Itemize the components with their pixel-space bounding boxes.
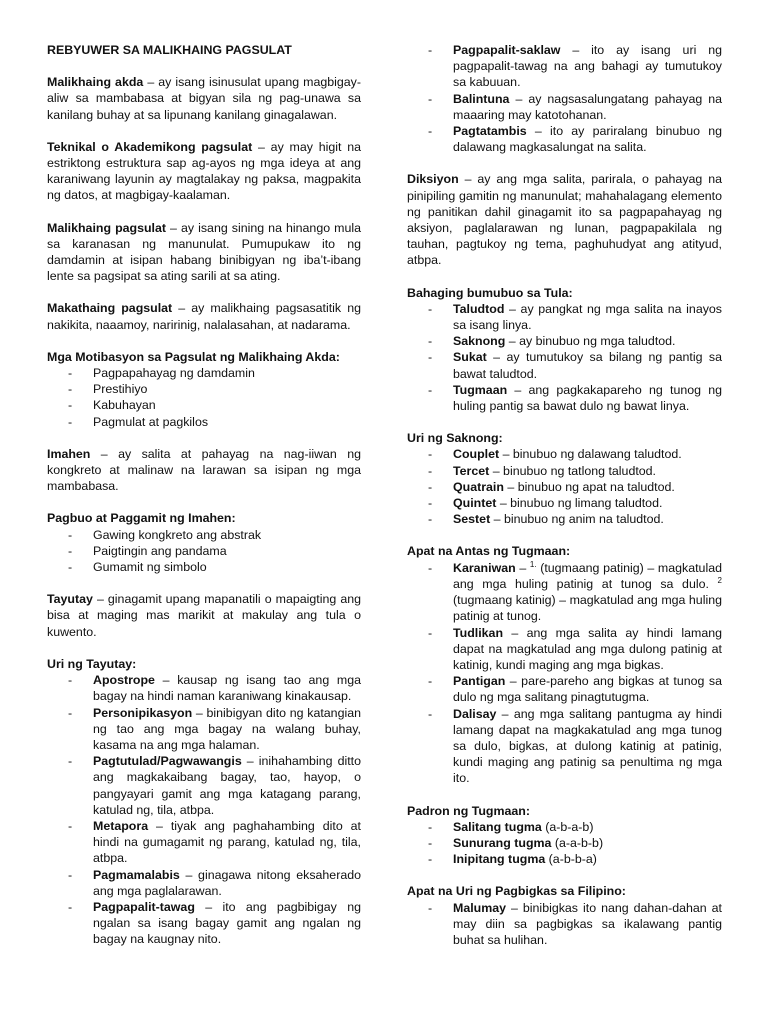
definition: – ang mga salitang pantugma ay hindi lamang dapat na magkakatulad ang mga tunog sa dulo, bigkas, at dulong katinig at patinig, kundi maging ang patinig sa penultima ng mga ito. <box>453 706 722 786</box>
list-item <box>47 705 361 754</box>
list-item <box>47 899 361 948</box>
section-heading-tula: Bahaging bumubuo sa Tula: <box>407 285 573 300</box>
term: Salitang tugma <box>453 819 542 834</box>
term: Tayutay <box>47 592 93 607</box>
list-item <box>407 349 722 381</box>
term: Dalisay <box>453 706 497 721</box>
list-item: - Gumamit ng simbolo <box>47 559 361 575</box>
list-motibasyon <box>47 365 361 430</box>
term: Imahen <box>47 446 91 461</box>
term: Metapora <box>93 818 149 833</box>
term: Malikhaing akda <box>47 75 144 90</box>
list-item <box>407 835 722 851</box>
definition: – ay pangkat ng mga salita na inayos sa isang linya. <box>453 301 722 333</box>
definition: – ay ang mga salita, parirala, o pahayag na pinipiling gamitin ng manunulat; mahahalagang elemento ng panitikan dahil ginagamit ito sa pagpapahayag ng aksiyon, paglalarawan ng lunan, pagpapakilala ng tauhan, pagtukoy ng tema, paghuhudyat ang atityud, atbpa. <box>407 172 722 268</box>
term: Personipikasyon <box>93 705 193 720</box>
term: Sestet <box>453 512 491 527</box>
list-item: - Pagmulat at pagkilos <box>47 414 361 430</box>
list-item <box>47 672 361 704</box>
definition: – binubuo ng limang taludtod. <box>496 496 663 511</box>
term: Quintet <box>453 496 497 511</box>
term: Balintuna <box>453 91 510 106</box>
right-column <box>407 42 722 948</box>
footnote-marker: 1. <box>529 559 537 569</box>
term: Karaniwan <box>453 560 516 575</box>
paragraph-malikhaing-pagsulat <box>47 220 361 285</box>
paragraph-malikhaing-akda <box>47 74 361 123</box>
definition: – ay salita at pahayag na nag-iiwan ng kongkreto at malinaw na larawan sa isipan ng mga mambabasa. <box>47 446 361 494</box>
list-item: - Gawing kongkreto ang abstrak <box>47 527 361 543</box>
definition: – tiyak ang paghahambing dito at hindi na gumagamit ng parang, katulad ng, tila, atbpa. <box>93 818 361 866</box>
list-pagbigkas <box>407 900 722 949</box>
term: Diksiyon <box>407 172 459 187</box>
definition: – ay isang isinusulat upang magbigay-aliw sa mambabasa at bigyan sila ng pag-unawa sa kanilang buhay at sa lipunang kanilang ginagalawan. <box>47 75 361 122</box>
term: Pagtatambis <box>453 124 527 139</box>
definition: – binubuo ng anim na taludtod. <box>490 512 664 527</box>
term: Taludtod <box>453 301 505 316</box>
term: Malikhaing pagsulat <box>47 220 167 235</box>
list-padron <box>407 819 722 868</box>
definition: – binubuo ng tatlong taludtod. <box>489 463 657 478</box>
list-item <box>407 900 722 949</box>
term: Saknong <box>453 334 506 349</box>
term: Tugmaan <box>453 382 508 397</box>
section-heading-motibasyon: Mga Motibasyon sa Pagsulat ng Malikhaing Akda: <box>47 349 340 364</box>
definition: – ito ang pagbibigay ng ngalan sa isang bagay gamit ang ngalan ng bagay na kaugnay nito. <box>93 899 361 947</box>
definition: – ito ay pariralang binubuo ng dalawang magkasalungat na salita. <box>453 124 722 155</box>
list-antas <box>407 560 722 787</box>
list-item <box>407 495 722 511</box>
list-item <box>407 479 722 495</box>
definition: (tugmaang katinig) – magkatulad ang mga huling patinig at tunog. <box>453 593 722 624</box>
paragraph-makathaing-pagsulat <box>47 300 361 332</box>
term: Couplet <box>453 447 500 462</box>
definition: – ginagamit upang mapanatili o mapaigting ang bisa at maging mas marikit at makulay ang tula o kuwento. <box>47 592 361 639</box>
term: Tudlikan <box>453 625 504 640</box>
section-heading-saknong: Uri ng Saknong: <box>407 431 503 446</box>
list-item <box>47 867 361 899</box>
footnote-marker: 2 <box>717 575 722 585</box>
term: Makathaing pagsulat <box>47 301 173 316</box>
list-item <box>407 851 722 867</box>
term: Teknikal o Akademikong pagsulat <box>47 139 253 154</box>
definition: – ay binubuo ng mga taludtod. <box>505 334 676 349</box>
list-item <box>407 382 722 414</box>
list-item <box>407 463 722 479</box>
definition: – ay tumutukoy sa bilang ng pantig sa bawat taludtod. <box>453 350 722 381</box>
definition: – <box>515 560 530 575</box>
list-item: - Paigtingin ang pandama <box>47 543 361 559</box>
definition: – ay isang sining na hinango mula sa karanasan ng manunulat. Pumupukaw ito ng damdamin at isipan habang binibigyan ng iba’t-ibang lente sa pagsipat sa ating sarili at sa ating. <box>47 220 361 284</box>
term: Pagpapalit-tawag <box>93 899 195 914</box>
list-item <box>407 560 722 625</box>
term: Inipitang tugma <box>453 852 546 867</box>
definition: – ginagawa nitong eksaherado ang mga paglalarawan. <box>93 867 361 898</box>
definition: (tugmaang patinig) – magkatulad ang mga huling patinig at tunog sa dulo. <box>453 560 722 591</box>
list-item <box>407 42 722 91</box>
term: Apostrope <box>93 673 155 688</box>
list-item <box>407 123 722 155</box>
list-tayutay-continued <box>407 42 722 155</box>
definition: – binubuo ng apat na taludtod. <box>503 479 675 494</box>
left-column <box>47 42 361 948</box>
definition: – ang mga salita ay hindi lamang dapat na magkatulad ang mga dulong patinig at katinig, kundi maging ang mga bigkas. <box>453 625 722 672</box>
paragraph-teknikal <box>47 139 361 204</box>
list-item <box>47 818 361 867</box>
term: Quatrain <box>453 479 504 494</box>
section-heading-pagbigkas: Apat na Uri ng Pagbigkas sa Filipino: <box>407 884 626 899</box>
list-tula <box>407 301 722 414</box>
term: Tercet <box>453 463 490 478</box>
definition: (a-b-b-a) <box>545 852 597 867</box>
document-title: REBYUWER SA MALIKHAING PAGSULAT <box>47 43 292 57</box>
definition: – ang pagkakapareho ng tunog ng huling pantig sa bawat dulo ng bawat linya. <box>453 382 722 414</box>
paragraph-diksiyon <box>407 171 722 268</box>
definition: – binibigyan dito ng katangian ng tao ang mga bagay na walang buhay, kasama na ang mga halaman. <box>93 705 361 752</box>
term: Pagmamalabis <box>93 867 180 882</box>
list-item <box>407 446 722 462</box>
section-heading-tayutay: Uri ng Tayutay: <box>47 656 137 671</box>
list-item <box>407 706 722 787</box>
list-item <box>407 673 722 705</box>
definition: – ay nagsasalungatang pahayag na maaaring may katotohanan. <box>453 91 722 122</box>
definition: – binibigkas ito nang dahan-dahan at may diin sa pagbigkas sa ikalawang pantig buhat sa hulihan. <box>453 900 722 947</box>
section-heading-imahen: Pagbuo at Paggamit ng Imahen: <box>47 511 236 526</box>
definition: (a-a-b-b) <box>551 835 604 850</box>
section-heading-antas: Apat na Antas ng Tugmaan: <box>407 544 571 559</box>
list-item <box>407 511 722 527</box>
definition: – ay malikhaing pagsasatitik ng nakikita, naaamoy, naririnig, nalalasahan, at nadarama. <box>47 301 361 332</box>
list-item <box>407 819 722 835</box>
list-imahen <box>47 527 361 576</box>
list-item: - Pagpapahayag ng damdamin <box>47 365 361 381</box>
term: Pantigan <box>453 674 506 689</box>
list-item <box>407 625 722 674</box>
list-saknong <box>407 446 722 527</box>
definition: (a-b-a-b) <box>541 819 594 834</box>
list-tayutay <box>47 672 361 947</box>
definition: – kausap ng isang tao ang mga bagay na hindi naman karaniwang kinakausap. <box>93 673 361 704</box>
list-item: - Kabuhayan <box>47 397 361 413</box>
term: Pagpapalit-saklaw <box>453 43 561 57</box>
list-item <box>47 753 361 818</box>
paragraph-tayutay <box>47 591 361 640</box>
definition: – ito ay isang uri ng pagpapalit-tawag na ang bahagi ay tumutukoy sa kabuuan. <box>453 43 722 90</box>
term: Sukat <box>453 350 487 365</box>
list-item <box>407 333 722 349</box>
term: Malumay <box>453 900 507 915</box>
list-item <box>407 301 722 333</box>
list-item <box>407 91 722 123</box>
definition: – pare-pareho ang bigkas at tunog sa dulo ng mga salitang pinagtutugma. <box>453 674 722 705</box>
definition: – binubuo ng dalawang taludtod. <box>499 447 682 462</box>
term: Pagtutulad/Pagwawangis <box>93 754 242 769</box>
definition: – ay may higit na estriktong estruktura sap ag-ayos ng mga ideya at ang karaniwang layunin ay magtalakay ng paksa, magpakita ng datos, at magbigay-kaalaman. <box>47 139 361 203</box>
section-heading-padron: Padron ng Tugmaan: <box>407 803 530 818</box>
definition: – inihahambing ditto ang magkakaibang bagay, tao, hayop, o pangyayari gamit ang mga katagang parang, katulad ng, tila, atbpa. <box>93 754 361 817</box>
list-item: - Prestihiyo <box>47 381 361 397</box>
paragraph-imahen <box>47 446 361 495</box>
term: Sunurang tugma <box>453 835 552 850</box>
